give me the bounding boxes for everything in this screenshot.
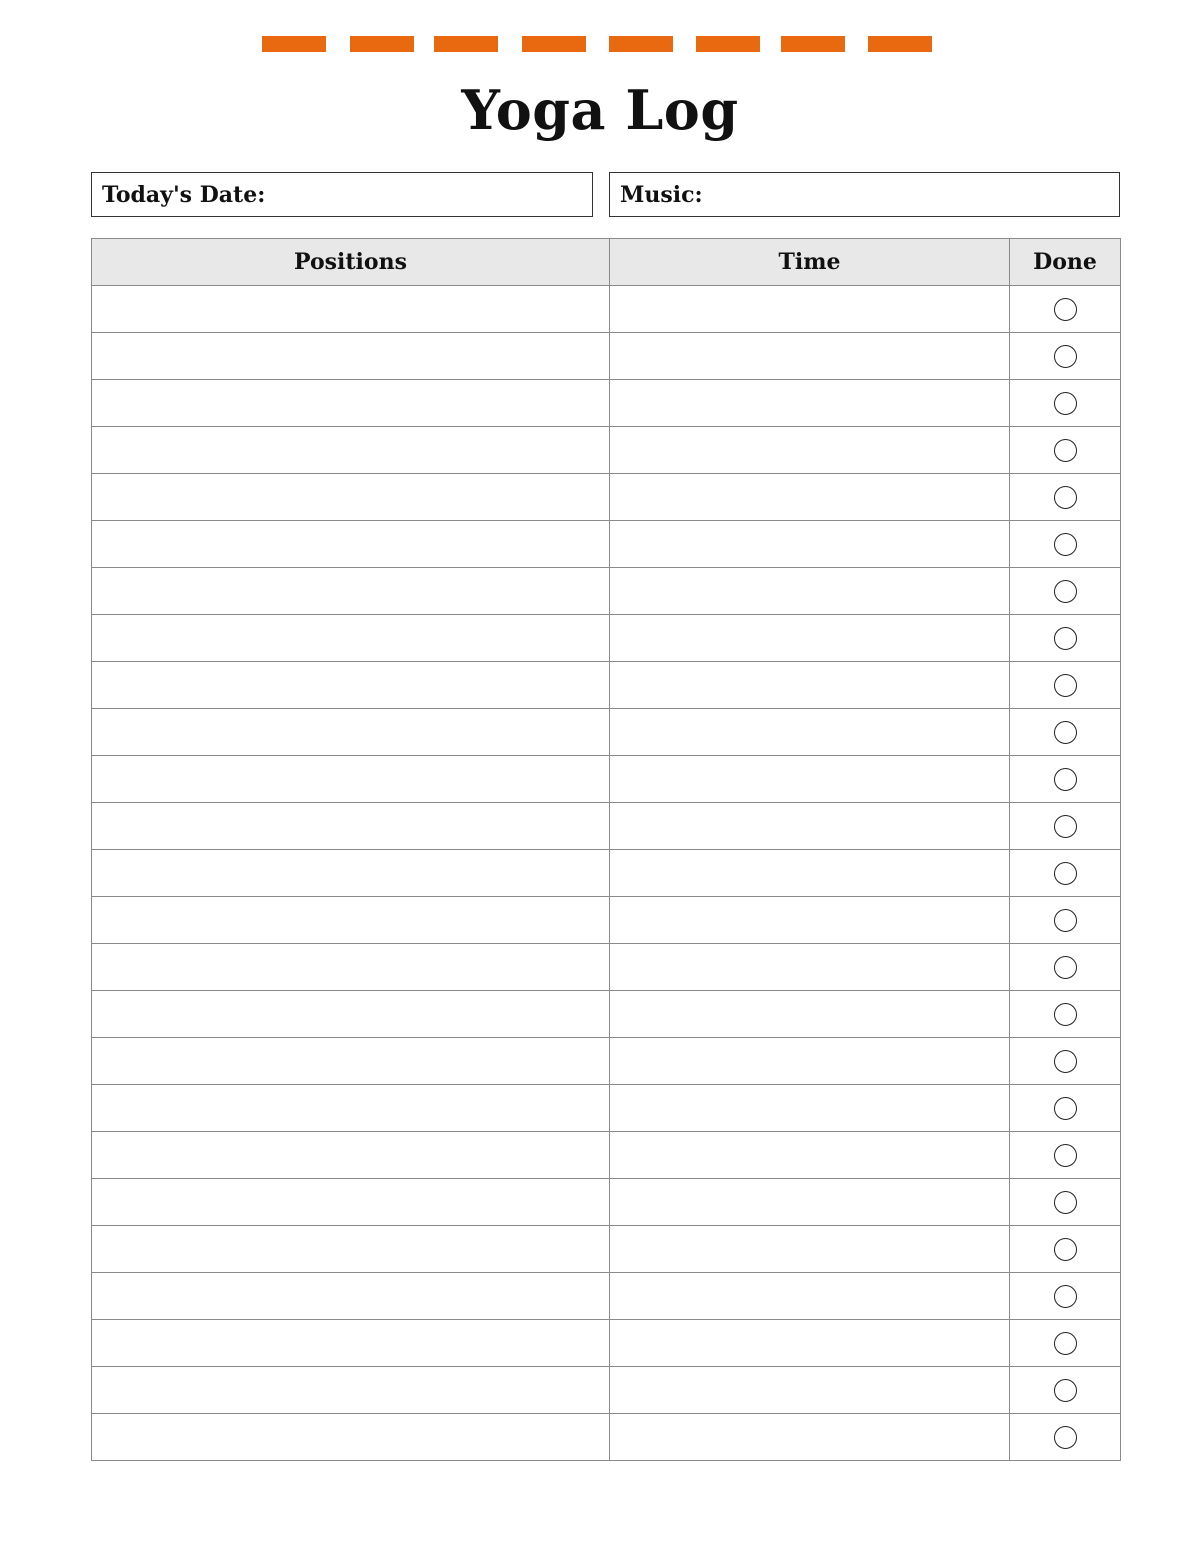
done-cell (1010, 991, 1121, 1038)
table-row (92, 1038, 1121, 1085)
time-cell[interactable] (610, 380, 1010, 427)
position-cell[interactable] (92, 1414, 610, 1461)
time-cell[interactable] (610, 1085, 1010, 1132)
page-title: Yoga Log (461, 78, 739, 142)
done-checkbox-circle-icon[interactable] (1054, 1379, 1077, 1402)
done-checkbox-circle-icon[interactable] (1054, 815, 1077, 838)
done-checkbox-circle-icon[interactable] (1054, 1332, 1077, 1355)
music-field-label: Music: (620, 181, 703, 208)
time-cell[interactable] (610, 1273, 1010, 1320)
done-cell (1010, 568, 1121, 615)
table-row (92, 521, 1121, 568)
done-cell (1010, 474, 1121, 521)
time-cell[interactable] (610, 1414, 1010, 1461)
table-row (92, 427, 1121, 474)
time-cell[interactable] (610, 568, 1010, 615)
time-cell[interactable] (610, 803, 1010, 850)
done-cell (1010, 944, 1121, 991)
table-row (92, 756, 1121, 803)
date-field[interactable] (91, 172, 593, 217)
position-cell[interactable] (92, 380, 610, 427)
done-checkbox-circle-icon[interactable] (1054, 1050, 1077, 1073)
time-cell[interactable] (610, 709, 1010, 756)
time-cell[interactable] (610, 521, 1010, 568)
table-row (92, 1179, 1121, 1226)
table-row (92, 709, 1121, 756)
done-checkbox-circle-icon[interactable] (1054, 956, 1077, 979)
table-row (92, 944, 1121, 991)
done-cell (1010, 1038, 1121, 1085)
time-column-header: Time (610, 239, 1010, 286)
position-cell[interactable] (92, 474, 610, 521)
positions-column-header: Positions (92, 239, 610, 286)
orange-dash (350, 36, 414, 52)
orange-dash (609, 36, 673, 52)
time-cell[interactable] (610, 1038, 1010, 1085)
time-cell[interactable] (610, 756, 1010, 803)
position-cell[interactable] (92, 1320, 610, 1367)
table-row (92, 1226, 1121, 1273)
done-cell (1010, 333, 1121, 380)
done-checkbox-circle-icon[interactable] (1054, 1191, 1077, 1214)
done-cell (1010, 1367, 1121, 1414)
done-checkbox-circle-icon[interactable] (1054, 1238, 1077, 1261)
time-cell[interactable] (610, 662, 1010, 709)
orange-dash (781, 36, 845, 52)
table-row (92, 991, 1121, 1038)
done-cell (1010, 709, 1121, 756)
table-row (92, 1320, 1121, 1367)
position-cell[interactable] (92, 521, 610, 568)
orange-dash (522, 36, 586, 52)
done-checkbox-circle-icon[interactable] (1054, 1426, 1077, 1449)
done-checkbox-circle-icon[interactable] (1054, 298, 1077, 321)
done-column-header: Done (1010, 239, 1121, 286)
done-checkbox-circle-icon[interactable] (1054, 1097, 1077, 1120)
done-cell (1010, 1179, 1121, 1226)
done-cell (1010, 615, 1121, 662)
done-cell (1010, 1085, 1121, 1132)
position-cell[interactable] (92, 1132, 610, 1179)
yoga-log-table (91, 238, 1121, 1461)
position-cell[interactable] (92, 756, 610, 803)
position-cell[interactable] (92, 427, 610, 474)
done-cell (1010, 521, 1121, 568)
table-row (92, 897, 1121, 944)
time-cell[interactable] (610, 1179, 1010, 1226)
orange-dash (696, 36, 760, 52)
time-cell[interactable] (610, 1226, 1010, 1273)
done-cell (1010, 897, 1121, 944)
time-cell[interactable] (610, 427, 1010, 474)
table-row (92, 333, 1121, 380)
done-checkbox-circle-icon[interactable] (1054, 1003, 1077, 1026)
done-cell (1010, 380, 1121, 427)
done-cell (1010, 662, 1121, 709)
done-checkbox-circle-icon[interactable] (1054, 721, 1077, 744)
table-row (92, 662, 1121, 709)
table-row (92, 615, 1121, 662)
orange-dash (262, 36, 326, 52)
done-checkbox-circle-icon[interactable] (1054, 1144, 1077, 1167)
time-cell[interactable] (610, 1132, 1010, 1179)
table-row (92, 803, 1121, 850)
time-cell[interactable] (610, 850, 1010, 897)
position-cell[interactable] (92, 1085, 610, 1132)
done-checkbox-circle-icon[interactable] (1054, 486, 1077, 509)
time-cell[interactable] (610, 333, 1010, 380)
done-checkbox-circle-icon[interactable] (1054, 674, 1077, 697)
time-cell[interactable] (610, 944, 1010, 991)
position-cell[interactable] (92, 944, 610, 991)
position-cell[interactable] (92, 286, 610, 333)
done-cell (1010, 850, 1121, 897)
position-cell[interactable] (92, 1367, 610, 1414)
position-cell[interactable] (92, 709, 610, 756)
time-cell[interactable] (610, 897, 1010, 944)
orange-dash (868, 36, 932, 52)
done-cell (1010, 286, 1121, 333)
time-cell[interactable] (610, 1367, 1010, 1414)
table-row (92, 1273, 1121, 1320)
done-cell (1010, 1226, 1121, 1273)
date-field-label: Today's Date: (102, 181, 266, 208)
time-cell[interactable] (610, 286, 1010, 333)
done-cell (1010, 1273, 1121, 1320)
position-cell[interactable] (92, 568, 610, 615)
table-row (92, 568, 1121, 615)
position-cell[interactable] (92, 803, 610, 850)
done-cell (1010, 803, 1121, 850)
table-row (92, 1367, 1121, 1414)
position-cell[interactable] (92, 850, 610, 897)
done-checkbox-circle-icon[interactable] (1054, 1285, 1077, 1308)
table-row (92, 286, 1121, 333)
done-cell (1010, 756, 1121, 803)
done-cell (1010, 1414, 1121, 1461)
position-cell[interactable] (92, 1273, 610, 1320)
table-header-row (92, 239, 1121, 286)
done-cell (1010, 1320, 1121, 1367)
time-cell[interactable] (610, 991, 1010, 1038)
table-row (92, 1085, 1121, 1132)
position-cell[interactable] (92, 662, 610, 709)
done-checkbox-circle-icon[interactable] (1054, 533, 1077, 556)
position-cell[interactable] (92, 1226, 610, 1273)
done-checkbox-circle-icon[interactable] (1054, 392, 1077, 415)
position-cell[interactable] (92, 897, 610, 944)
done-checkbox-circle-icon[interactable] (1054, 909, 1077, 932)
done-checkbox-circle-icon[interactable] (1054, 580, 1077, 603)
music-field[interactable] (609, 172, 1120, 217)
time-cell[interactable] (610, 615, 1010, 662)
time-cell[interactable] (610, 474, 1010, 521)
table-row (92, 1132, 1121, 1179)
position-cell[interactable] (92, 615, 610, 662)
table-row (92, 474, 1121, 521)
position-cell[interactable] (92, 1179, 610, 1226)
done-checkbox-circle-icon[interactable] (1054, 862, 1077, 885)
done-checkbox-circle-icon[interactable] (1054, 627, 1077, 650)
done-checkbox-circle-icon[interactable] (1054, 345, 1077, 368)
table-row (92, 1414, 1121, 1461)
table-row (92, 380, 1121, 427)
position-cell[interactable] (92, 991, 610, 1038)
orange-dash (434, 36, 498, 52)
done-cell (1010, 1132, 1121, 1179)
done-checkbox-circle-icon[interactable] (1054, 439, 1077, 462)
position-cell[interactable] (92, 333, 610, 380)
table-body (92, 286, 1121, 1461)
done-cell (1010, 427, 1121, 474)
time-cell[interactable] (610, 1320, 1010, 1367)
position-cell[interactable] (92, 1038, 610, 1085)
table-row (92, 850, 1121, 897)
done-checkbox-circle-icon[interactable] (1054, 768, 1077, 791)
